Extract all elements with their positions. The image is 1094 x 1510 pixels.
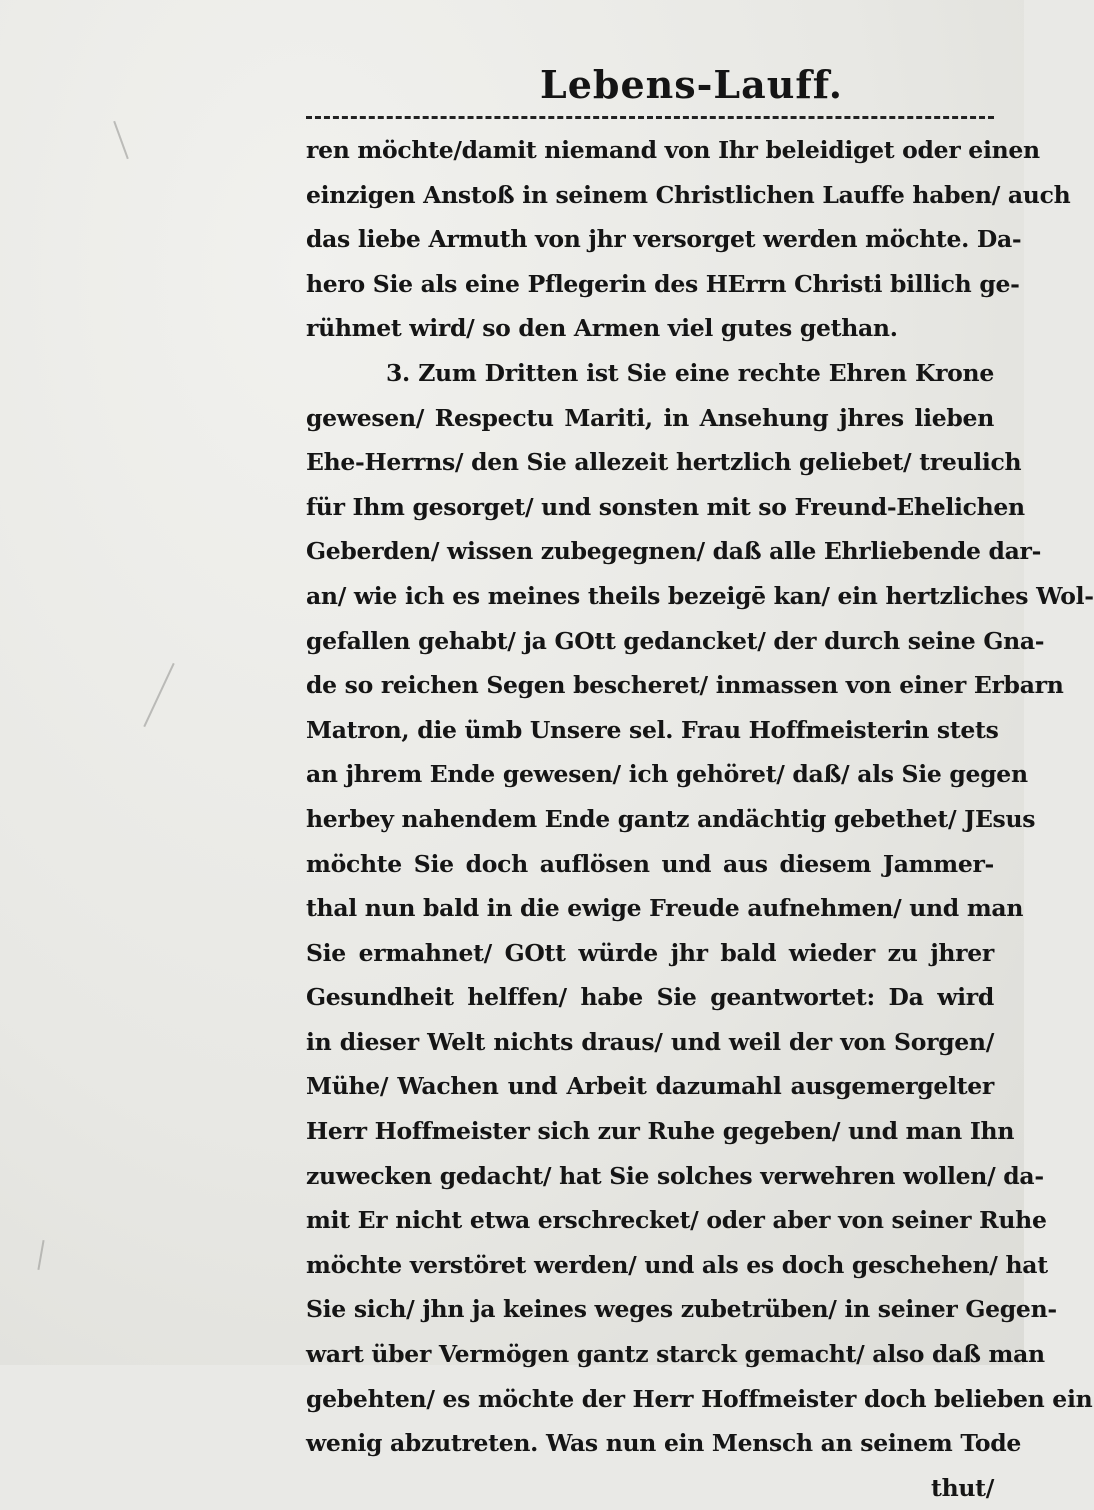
body-text	[306, 128, 1094, 1510]
text-line: möchte verstöret werden/ und als es doch geschehen/ hat	[306, 1250, 1048, 1279]
text-line: herbey nahendem Ende gantz andächtig gebethet/ JEsus	[306, 804, 1036, 833]
text-line: Gesundheit helffen/ habe Sie geantwortet: Da wird	[306, 983, 994, 1012]
text-line: Matron, die ümb Unsere sel. Frau Hoffmeisterin stets	[306, 715, 999, 744]
text-line: 3. Zum Dritten ist Sie eine rechte Ehren Krone	[386, 358, 994, 387]
text-line: hero Sie als eine Pflegerin des HErrn Christi billich ge-	[306, 269, 1020, 298]
text-line: Sie ermahnet/ GOtt würde jhr bald wieder zu jhrer	[306, 938, 994, 967]
text-line: möchte Sie doch auflösen und aus diesem Jammer-	[306, 849, 994, 878]
text-line: das liebe Armuth von jhr versorget werden möchte. Da-	[306, 225, 1022, 254]
text-line: gebehten/ es möchte der Herr Hoffmeister doch belieben ein	[306, 1384, 1093, 1413]
text-line: Herr Hoffmeister sich zur Ruhe gegeben/ und man Ihn	[306, 1117, 1015, 1146]
text-line: Ehe-Herrns/ den Sie allezeit hertzlich geliebet/ treulich	[306, 448, 1022, 477]
text-line: an/ wie ich es meines theils bezeigē kan/ ein hertzliches Wol-	[306, 581, 1094, 610]
text-line: an jhrem Ende gewesen/ ich gehöret/ daß/ als Sie gegen	[306, 760, 1028, 789]
text-line: rühmet wird/ so den Armen viel gutes gethan.	[306, 314, 898, 343]
text-line: Sie sich/ jhn ja keines weges zubetrüben/ in seiner Gegen-	[306, 1295, 1057, 1324]
text-line: zuwecken gedacht/ hat Sie solches verwehren wollen/ da-	[306, 1161, 1044, 1190]
text-line: wart über Vermögen gantz starck gemacht/ also daß man	[306, 1340, 1045, 1369]
text-line: gewesen/ Respectu Mariti, in Ansehung jhres lieben	[306, 403, 994, 432]
text-line: in dieser Welt nichts draus/ und weil der von Sorgen/	[306, 1027, 994, 1056]
page-scratch-mark	[143, 663, 174, 727]
text-line: thal nun bald in die ewige Freude aufnehmen/ und man	[306, 894, 1024, 923]
page-scratch-mark	[37, 1240, 44, 1270]
text-line: Mühe/ Wachen und Arbeit dazumahl ausgemergelter	[306, 1072, 994, 1101]
catchword: thut/	[931, 1473, 994, 1502]
header-rule	[306, 116, 994, 119]
text-line: Geberden/ wissen zubegegnen/ daß alle Ehrliebende dar-	[306, 537, 1042, 566]
text-line: einzigen Anstoß in seinem Christlichen Lauffe haben/ auch	[306, 180, 1071, 209]
text-line: mit Er nicht etwa erschrecket/ oder aber von seiner Ruhe	[306, 1206, 1047, 1235]
text-line: ren möchte/damit niemand von Ihr beleidiget oder einen	[306, 136, 1040, 164]
text-line: de so reichen Segen bescheret/ inmassen von einer Erbarn	[306, 671, 1064, 700]
text-line: wenig abzutreten. Was nun ein Mensch an seinem Tode	[306, 1429, 1022, 1458]
page-scratch-mark	[113, 121, 129, 159]
text-line: für Ihm gesorget/ und sonsten mit so Freund-Ehelichen	[306, 492, 1025, 521]
text-line: gefallen gehabt/ ja GOtt gedancket/ der durch seine Gna-	[306, 626, 1045, 655]
running-head: Lebens-Lauff.	[540, 62, 843, 107]
